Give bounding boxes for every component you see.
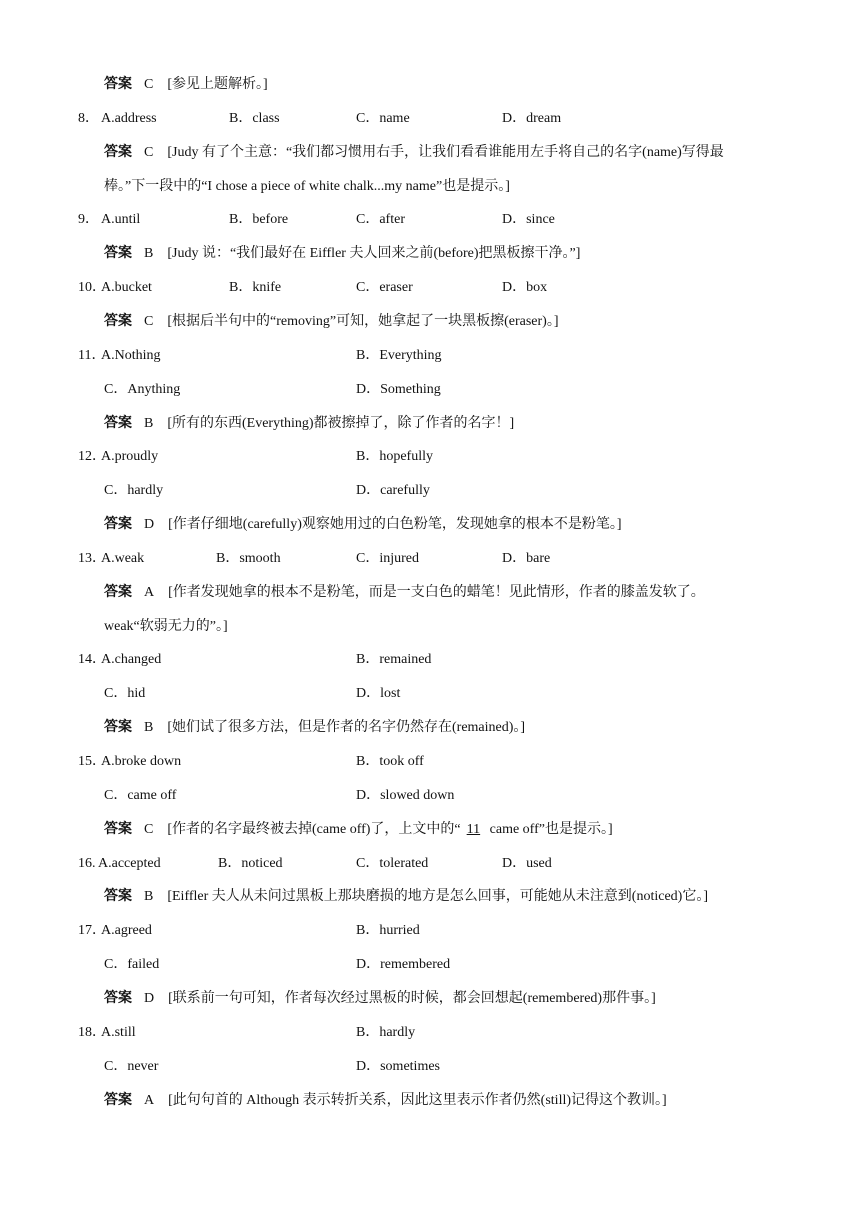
question-number: 11． — [78, 347, 106, 363]
option-a: A.broke down — [101, 754, 182, 769]
answer-label: 答案 — [104, 889, 132, 905]
option-a: A.changed — [101, 652, 162, 668]
option-d: D．since — [502, 212, 555, 228]
option-d: D．carefully — [356, 483, 430, 499]
option-a: A.agreed — [101, 923, 152, 939]
option-a: A.bucket — [101, 280, 152, 296]
option-d: D．sometimes — [356, 1058, 440, 1074]
option-a: A.Nothing — [101, 347, 161, 363]
answer-explanation: [Eiffler 夫人从未问过黑板上那块磨损的地方是怎么回事，可能她从未注意到(noticed)它。] — [167, 889, 708, 905]
answer-label: 答案 — [104, 517, 132, 533]
option-b: B．noticed — [218, 855, 283, 871]
option-b: B．took off — [356, 754, 424, 769]
question-number: 18． — [78, 1024, 106, 1040]
answer-label: 答案 — [104, 1092, 132, 1108]
option-c: C．eraser — [356, 280, 413, 296]
option-a: A.still — [101, 1024, 136, 1040]
answer-label: 答案 — [104, 990, 132, 1006]
answer-explanation: [根据后半句中的“removing”可知，她拿起了一块黑板擦(eraser)。] — [167, 313, 559, 329]
answer-label: 答案 — [104, 720, 132, 736]
answer-line — [104, 414, 514, 434]
answer-label: 答案 — [104, 821, 132, 837]
answer-explanation: [作者仔细地(carefully)观察她用过的白色粉笔，发现她拿的根本不是粉笔。] — [168, 517, 622, 533]
question-number: 9． — [78, 212, 99, 228]
answer-letter: D — [144, 517, 155, 533]
answer-line — [104, 989, 656, 1009]
option-c: C．after — [356, 212, 405, 228]
option-c: C．name — [356, 110, 410, 126]
explanation-continuation: weak“软弱无力的”。] — [104, 618, 228, 634]
question-number: 15． — [78, 754, 106, 769]
option-d: D．Something — [356, 381, 441, 397]
option-d: D．used — [502, 855, 552, 871]
answer-letter: B — [144, 246, 154, 262]
answer-line — [104, 143, 724, 163]
blank-number: 11 — [466, 821, 481, 837]
answer-letter: A — [144, 584, 155, 600]
option-b: B．class — [229, 110, 280, 126]
question-number: 12． — [78, 449, 106, 465]
option-b: B．before — [229, 212, 289, 228]
option-d: D．bare — [502, 550, 551, 566]
option-d: D．lost — [356, 686, 401, 702]
answer-letter: D — [144, 990, 155, 1006]
answer-line — [104, 887, 708, 907]
answer-line — [104, 244, 580, 264]
answer-label: 答案 — [104, 415, 132, 431]
answer-explanation: [Judy 有了个主意：“我们都习惯用右手，让我们看看谁能用左手将自己的名字(name)写得最 — [167, 144, 724, 160]
option-c: C．hardly — [104, 483, 164, 499]
answer-label: 答案 — [104, 144, 132, 160]
option-c: C．Anything — [104, 381, 181, 397]
option-a: A.until — [101, 212, 141, 228]
option-d: D．slowed down — [356, 787, 455, 803]
answer-explanation-pre: [作者的名字最终被去掉(came off)了，上文中的“ — [167, 821, 461, 837]
option-c: C．injured — [356, 550, 419, 566]
option-d: D．remembered — [356, 957, 451, 973]
option-d: D．box — [502, 280, 548, 296]
answer-letter: C — [144, 77, 154, 92]
answer-explanation: [联系前一句可知，作者每次经过黑板的时候，都会回想起(remembered)那件事。] — [168, 990, 656, 1006]
answer-line — [104, 312, 559, 332]
option-c: C．came off — [104, 787, 177, 803]
answer-letter: C — [144, 821, 154, 837]
answer-explanation-post: came off”也是提示。] — [486, 821, 613, 837]
question-number: 13． — [78, 550, 106, 566]
option-b: B．smooth — [216, 550, 281, 566]
option-a: A.accepted — [98, 855, 161, 871]
answer-explanation: [她们试了很多方法，但是作者的名字仍然存在(remained)。] — [167, 720, 526, 736]
answer-line — [104, 515, 622, 535]
option-b: B．remained — [356, 652, 432, 668]
question-number: 14． — [78, 652, 106, 668]
answer-line — [104, 75, 268, 95]
answer-letter: B — [144, 720, 154, 736]
answer-line — [104, 718, 525, 738]
answer-explanation: [作者发现她拿的根本不是粉笔，而是一支白色的蜡笔！见此情形，作者的膝盖发软了。 — [168, 584, 705, 600]
answer-explanation: [Judy 说：“我们最好在 Eiffler 夫人回来之前(before)把黑板擦干净。”] — [167, 246, 581, 262]
answer-letter: C — [144, 313, 154, 329]
option-c: C．never — [104, 1058, 159, 1074]
option-a: A.address — [101, 110, 157, 126]
answer-label: 答案 — [104, 313, 132, 329]
answer-explanation: [所有的东西(Everything)都被擦掉了，除了作者的名字！] — [167, 415, 515, 431]
answer-line — [104, 583, 705, 603]
answer-label: 答案 — [104, 246, 132, 262]
answer-letter: A — [144, 1092, 155, 1108]
answer-line — [104, 820, 613, 840]
option-b: B．knife — [229, 280, 282, 296]
option-c: C．failed — [104, 957, 160, 973]
option-a: A.weak — [101, 550, 145, 566]
answer-letter: B — [144, 889, 154, 905]
option-b: B．Everything — [356, 347, 442, 363]
question-number: 16. — [78, 855, 96, 871]
answer-explanation: [参见上题解析。] — [167, 77, 268, 92]
option-b: B．hardly — [356, 1024, 416, 1040]
question-number: 8． — [78, 110, 99, 126]
answer-letter: C — [144, 144, 154, 160]
option-b: B．hurried — [356, 923, 420, 939]
option-c: C．tolerated — [356, 855, 429, 871]
answer-explanation: [此句句首的 Although 表示转折关系，因此这里表示作者仍然(still)记得这个教训。] — [168, 1092, 667, 1108]
answer-label: 答案 — [104, 584, 132, 600]
answer-line — [104, 1091, 667, 1111]
explanation-continuation: 棒。”下一段中的“I chose a piece of white chalk...my name”也是提示。] — [104, 178, 510, 194]
option-a: A.proudly — [101, 449, 159, 465]
option-d: D．dream — [502, 110, 562, 126]
option-c: C．hid — [104, 686, 146, 702]
question-number: 17． — [78, 923, 106, 939]
answer-letter: B — [144, 415, 154, 431]
answer-label: 答案 — [104, 77, 132, 92]
question-number: 10． — [78, 280, 106, 296]
option-b: B．hopefully — [356, 449, 433, 465]
